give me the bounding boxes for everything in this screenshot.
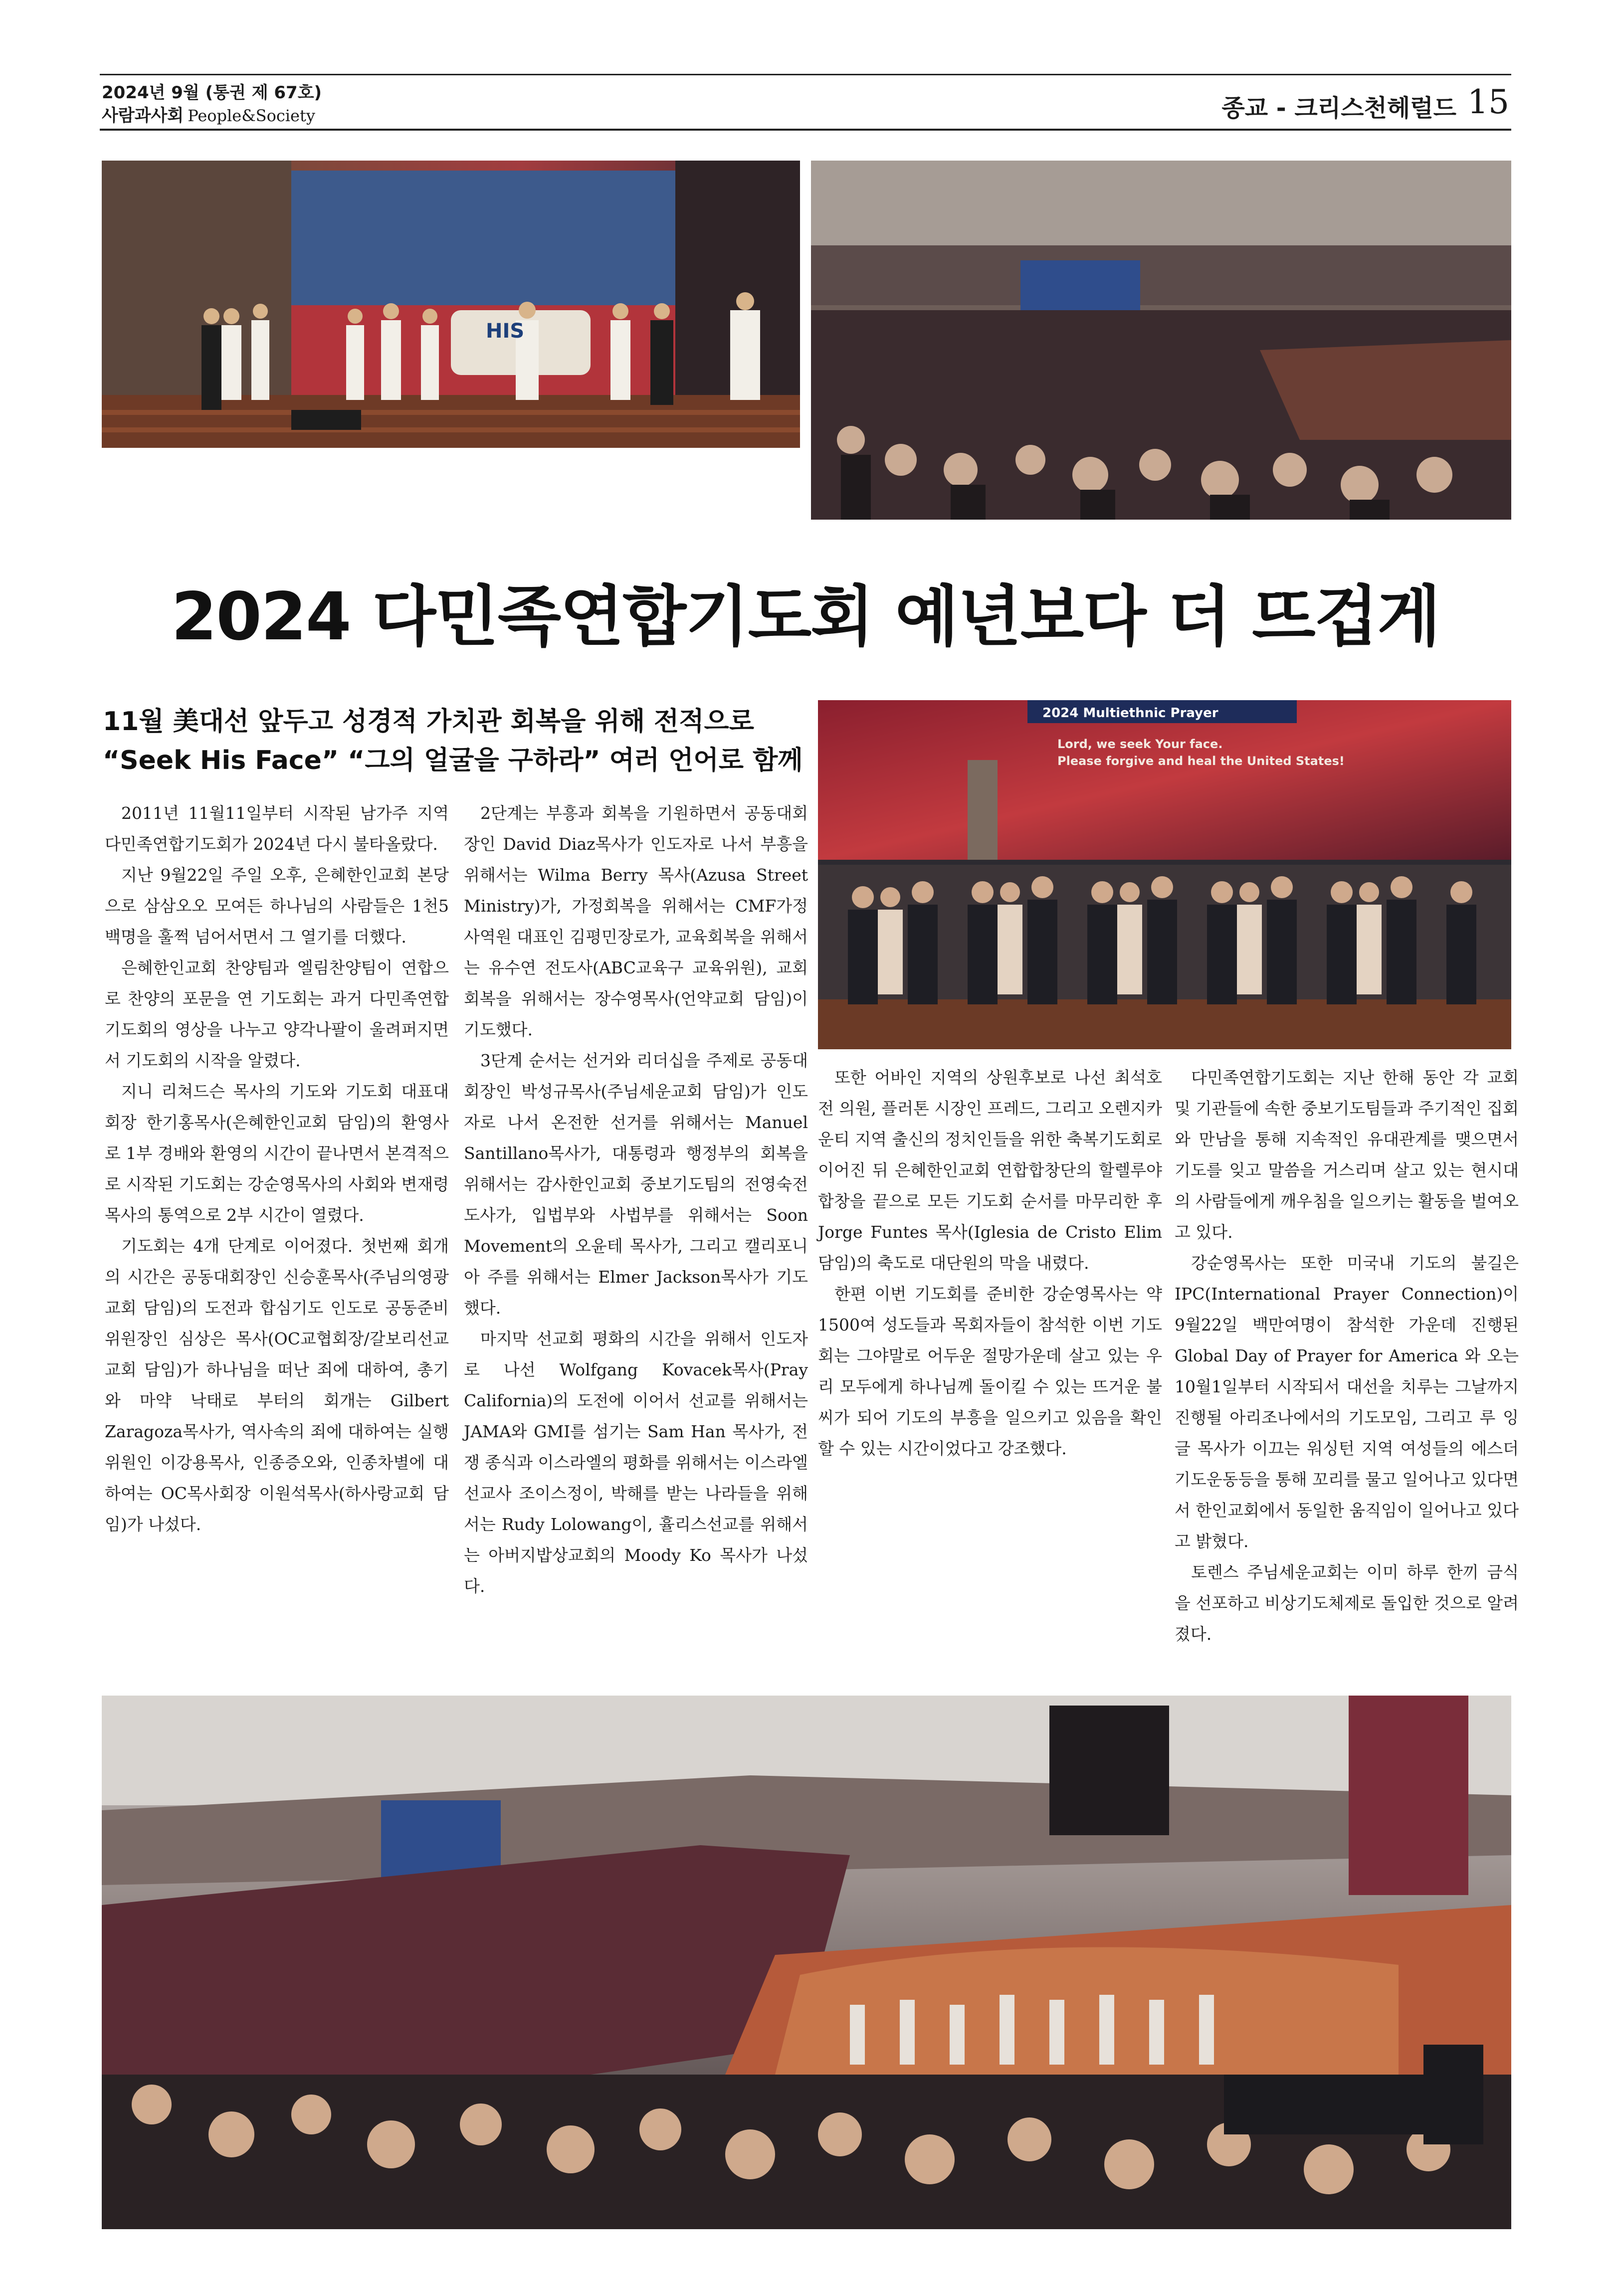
article-subtitle-1: 11월 美대선 앞두고 성경적 가치관 회복을 위해 전적으로 bbox=[103, 707, 754, 737]
article-paragraph-3: 은혜한인교회 찬양팀과 엘림찬양팀이 연합으로 찬양의 포문을 연 기도회는 과거 다민족연합 기도회의 영상을 나누고 양각나팔이 울려퍼지면서 기도회의 시작을 알렸다. bbox=[105, 958, 449, 1070]
article-paragraph-5: 기도회는 4개 단계로 이어졌다. 첫번째 회개의 시간은 공동대회장인 신승훈목사(주님의영광교회 담임)의 도전과 합심기도 인도로 공동준비위원장인 심상은 목사(OC교협회장/갈보리선교교회 담임)가 하나님을 떠난 죄에 대하여, 총기와 마약 낙태로 부터의 회개는 Gilbert Zaragoza목사가, 역사속의 죄에 대하여는 실행위원인 이강용목사, 인종증오와, 인종차별에 대하여는 OC목사회장 이원석목사(하사랑교회 담임)가 나섰다. bbox=[105, 1236, 449, 1534]
article-paragraph-2: 지난 9월22일 주일 오후, 은혜한인교회 본당으로 삼삼오오 모여든 하나님의 사람들은 1천5백명을 훌쩍 넘어서면서 그 열기를 더했다. bbox=[105, 865, 449, 947]
article-column-2 bbox=[464, 798, 808, 1602]
header-rule-top bbox=[100, 74, 1511, 75]
photo-auditorium bbox=[811, 161, 1511, 520]
article-column-1 bbox=[105, 798, 449, 1540]
article-paragraph-8: 마지막 선교회 평화의 시간을 위해서 인도자로 나선 Wolfgang Kovacek목사(Pray California)의 도전에 이어서 선교를 위해서는 JAMA와 GMI를 섬기는 Sam Han 목사가, 전쟁 종식과 이스라엘의 평화를 위해서는 이스라엘 선교사 조이스정이, 박해를 받는 나라들을 위해서는 Rudy Lolowang이, 휼리스선교를 위해서는 아버지밥상교회의 Moody Ko 목사가 나섰다. bbox=[464, 1329, 808, 1596]
article-paragraph-12: 강순영목사는 또한 미국내 기도의 불길은 IPC(International Prayer Connection)이 9월22일 백만여명이 참석한 가운데 진행된 Global Day of Prayer for America 와 오는 10월1일부터 시작되서 대선을 치루는 그날까지 진행될 아리조나에서의 기도모임, 그리고 루 잉글 목사가 이끄는 워싱턴 지역 여성들의 에스더기도운동등을 통해 꼬리를 물고 일어나고 있다면서 한인교회에서 동일한 움직임이 일어나고 있다고 밝혔다. bbox=[1175, 1253, 1519, 1551]
group-screen-line-2: Please forgive and heal the United States! bbox=[1057, 754, 1345, 768]
header-rule-bottom bbox=[100, 129, 1511, 131]
article-column-3 bbox=[818, 1062, 1162, 1464]
article-paragraph-9: 또한 어바인 지역의 상원후보로 나선 최석호 전 의원, 플러톤 시장인 프레드, 그리고 오렌지카운티 지역 출신의 정치인들을 위한 축복기도회로 이어진 뒤 은혜한인교회 연합합창단의 할렐루야 합창을 끝으로 모든 기도회 순서를 마무리한 후 Jorge Funtes 목사(Iglesia de Cristo Elim 담임)의 축도로 대단원의 막을 내렸다. bbox=[818, 1068, 1163, 1273]
article-paragraph-6: 2단계는 부흥과 회복을 기원하면서 공동대회장인 David Diaz목사가 인도자로 나서 부흥을 위해서는 Wilma Berry 목사(Azusa Street Ministry)가, 가정회복을 위해서는 CMF가정사역원 대표인 김평민장로가, 교육회복을 위해서는 유수연 전도사(ABC교육구 교육위원), 교회회복을 위해서는 장수영목사(언약교회 담임)이 기도했다. bbox=[464, 803, 808, 1039]
article-subtitle-2: “Seek His Face” “그의 얼굴을 구하라” 여러 언어로 함께 bbox=[103, 746, 803, 775]
publication-name-en: People&Society bbox=[188, 106, 315, 125]
group-banner-text: 2024 Multiethnic Prayer bbox=[1042, 706, 1218, 721]
article-column-4 bbox=[1175, 1062, 1519, 1650]
stage-screen-text: HIS bbox=[486, 320, 525, 343]
photo-panorama bbox=[102, 1696, 1511, 2229]
article-paragraph-7: 3단계 순서는 선거와 리더십을 주제로 공동대회장인 박성규목사(주님세운교회 담임)가 인도자로 나서 온전한 선거를 위해서는 Manuel Santillano목사가, 대통령과 행정부의 회복을 위해서는 감사한인교회 중보기도팀의 전영숙전도사가, 입법부와 사법부를 위해서는 Soon Movement의 오윤테 목사가, 그리고 캘리포니아 주를 위해서는 Elmer Jackson목사가 기도했다. bbox=[464, 1051, 808, 1318]
publication-name bbox=[102, 102, 315, 126]
article-paragraph-1: 2011년 11월11일부터 시작된 남가주 지역 다민족연합기도회가 2024년 다시 불타올랐다. bbox=[105, 803, 449, 854]
page-header bbox=[100, 74, 1511, 130]
publication-name-ko: 사람과사회 bbox=[102, 106, 184, 126]
photo-shofar-stage bbox=[102, 161, 800, 448]
group-screen-line-1: Lord, we seek Your face. bbox=[1057, 737, 1223, 751]
issue-info: 2024년 9월 (통권 제 67호) bbox=[102, 83, 322, 103]
article-paragraph-11: 다민족연합기도회는 지난 한해 동안 각 교회 및 기관들에 속한 중보기도팀들과 주기적인 집회와 만남을 통해 지속적인 유대관계를 맺으면서 기도를 잊고 말씀을 거스리며 살고 있는 현시대의 사람들에게 깨우침을 일으키는 활동을 벌여오고 있다. bbox=[1175, 1068, 1519, 1242]
section-name: 종교 - 크리스천헤럴드 bbox=[1221, 94, 1456, 122]
photo-group bbox=[818, 700, 1511, 1049]
article-paragraph-13: 토렌스 주님세운교회는 이미 하루 한끼 금식을 선포하고 비상기도체제로 돌입한 것으로 알려졌다. bbox=[1175, 1562, 1519, 1644]
article-title: 2024 다민족연합기도회 예년보다 더 뜨겁게 bbox=[171, 578, 1440, 655]
page-number: 15 bbox=[1467, 83, 1509, 121]
article-paragraph-10: 한편 이번 기도회를 준비한 강순영목사는 약 1500여 성도들과 목회자들이 참석한 이번 기도회는 그야말로 어두운 절망가운데 살고 있는 우리 모두에게 하나님께 돌이킬 수 있는 뜨거운 불씨가 되어 기도의 부흥을 일으키고 있음을 확인할 수 있는 시간이었다고 강조했다. bbox=[818, 1284, 1162, 1458]
article-paragraph-4: 지니 리쳐드슨 목사의 기도와 기도회 대표대회장 한기홍목사(은혜한인교회 담임)의 환영사로 1부 경배와 환영의 시간이 끝나면서 본격적으로 시작된 기도회는 강순영목사의 사회와 변재령목사의 통역으로 2부 시간이 열렸다. bbox=[105, 1082, 449, 1225]
